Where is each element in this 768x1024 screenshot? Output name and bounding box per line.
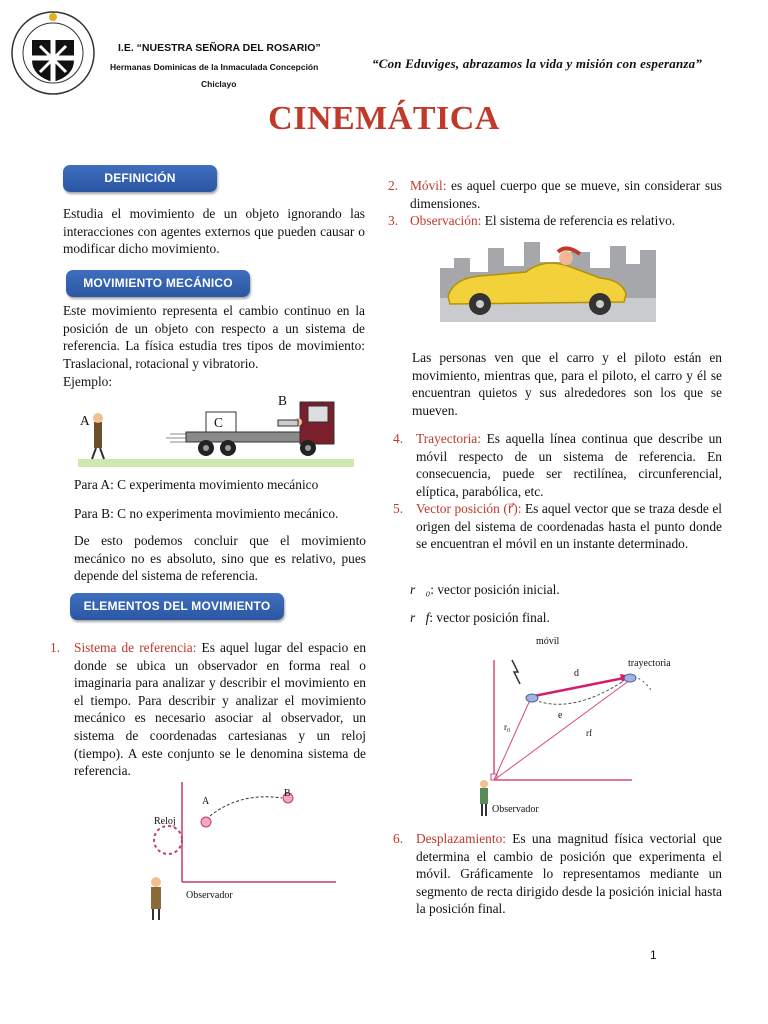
movimiento-heading-label: MOVIMIENTO MECÁNICO	[83, 276, 233, 290]
school-crest	[10, 10, 96, 96]
rf-symbol: r⃗f	[410, 610, 430, 625]
item3-term: Observación:	[410, 213, 482, 228]
reference-figure	[140, 782, 340, 922]
item4-number: 4.	[393, 431, 404, 446]
reference-label-observador: Observador	[186, 890, 233, 901]
truck-label-b: B	[278, 393, 287, 408]
item5-text	[416, 500, 722, 553]
conclusion-text: De esto podemos concluir que el movimiento mecánico no es absoluto, sino que es relativo, pues depende del sistema de referencia.	[74, 533, 366, 584]
item4-text	[416, 430, 722, 500]
rf-text: : vector posición final.	[429, 610, 550, 625]
truck-label-c: C	[214, 415, 223, 430]
item1-term: Sistema de referencia:	[74, 640, 197, 655]
definicion-text: Estudia el movimiento de un objeto ignorando las interacciones con agentes externos que pueden causar o modificar dicho movimiento.	[63, 206, 365, 257]
para-b-text: Para B: C no experimenta movimiento mecánico.	[74, 506, 339, 521]
reference-label-a: A	[202, 796, 210, 807]
item3-text	[410, 212, 722, 230]
trajectory-label-trayectoria: trayectoria	[628, 658, 671, 669]
item2-term: Móvil:	[410, 178, 447, 193]
trajectory-label-observador: Observador	[492, 804, 539, 815]
car-figure	[440, 238, 656, 322]
definicion-heading-label: DEFINICIÓN	[104, 171, 176, 185]
trajectory-label-e: e	[558, 710, 563, 721]
trajectory-label-rf: rf	[586, 728, 592, 738]
crest-icon	[10, 10, 96, 96]
truck-figure	[78, 392, 354, 472]
movimiento-heading	[66, 270, 250, 297]
r0-symbol: r⃗₀	[410, 582, 431, 597]
item6-number: 6.	[393, 831, 404, 846]
r0-line	[410, 581, 560, 599]
elementos-heading	[70, 593, 284, 620]
item6-body: Es una magnitud física vectorial que determina el cambio de posición que experimenta el móvil. Gráficamente lo representamos mediante un segmento de recta dirigido desde la posición inicial hasta la posición final.	[416, 831, 722, 917]
item3-body: El sistema de referencia es relativo.	[481, 213, 676, 228]
car-text: Las personas ven que el carro y el piloto están en movimiento, mientras que, para el piloto, el carro y él se encuentran quietos y sus alrededores son los que se mueven.	[412, 350, 722, 418]
page-title: CINEMÁTICA	[268, 100, 500, 137]
item5-body: Es aquel vector que se traza desde el origen del sistema de coordenadas hasta el punto donde se encuentran el móvil en un instante determinado.	[416, 501, 722, 552]
para-a-text: Para A: C experimenta movimiento mecánico	[74, 477, 319, 492]
item2-number: 2.	[388, 178, 399, 193]
school-motto: “Con Eduviges, abrazamos la vida y misión con esperanza”	[372, 56, 703, 71]
page-number: 1	[650, 948, 657, 962]
item2-body: es aquel cuerpo que se mueve, sin considerar sus dimensiones.	[410, 178, 722, 211]
reference-label-b: B	[284, 788, 291, 799]
item5-number: 5.	[393, 501, 404, 516]
item6-term: Desplazamiento:	[416, 831, 506, 846]
school-order: Hermanas Dominicas de la Inmaculada Concepción	[110, 62, 319, 72]
school-name: I.E. “NUESTRA SEÑORA DEL ROSARIO”	[118, 42, 321, 54]
item1-body: Es aquel lugar del espacio en donde se ubica un observador en forma real o imaginaria para analizar y describir el movimiento en el tiempo. Para describir y analizar el movimiento mecánico es necesario asociar al observador, un sistema de coordenadas cartesianas y un reloj (tiempo). A este conjunto se le denomina sistema de referencia.	[74, 640, 367, 779]
school-city: Chiclayo	[201, 79, 237, 89]
rf-line	[410, 609, 550, 627]
item5-term: Vector posición (r⃗):	[416, 501, 522, 516]
definicion-heading	[63, 165, 217, 192]
trajectory-label-d: d	[574, 668, 579, 679]
elementos-heading-label: ELEMENTOS DEL MOVIMIENTO	[83, 599, 271, 613]
ejemplo-label: Ejemplo:	[63, 374, 113, 389]
movimiento-text: Este movimiento representa el cambio continuo en la posición de un objeto con respecto a un sistema de referencia. La física estudia tres tipos de movimiento: Traslacional, rotacional y vibratorio.	[63, 303, 365, 371]
item4-term: Trayectoria:	[416, 431, 481, 446]
truck-label-a: A	[80, 413, 90, 428]
trajectory-figure	[472, 632, 722, 822]
item4-body: Es aquella línea continua que describe un móvil respecto de un sistema de referencia. En consecuencia, puede ser rectilínea, circunferencial, elíptica, parabólica, etc.	[416, 431, 722, 499]
item2-text	[410, 177, 722, 212]
item1-text	[74, 639, 366, 780]
item1-number: 1.	[50, 640, 61, 655]
trajectory-label-r0: r₀	[504, 722, 511, 732]
trajectory-label-movil: móvil	[536, 636, 560, 647]
item6-text	[416, 830, 722, 918]
item3-number: 3.	[388, 213, 399, 228]
r0-text: : vector posición inicial.	[430, 582, 560, 597]
reference-label-reloj: Reloj	[154, 816, 176, 827]
